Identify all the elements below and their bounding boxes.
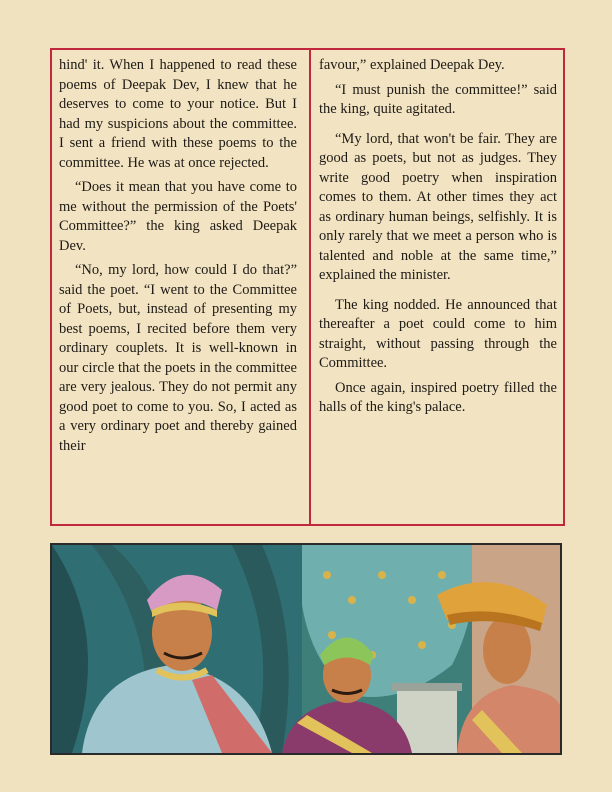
paragraph: “My lord, that won't be fair. They are good as poets, but not as judges. They write good poetry when inspiration comes to them. At other times they act as ordinary human beings, selfishly. It is only rarely that we meet a person who is talented and noble at the same time,” explained the minister.: [319, 130, 557, 283]
paragraph: “I must punish the committee!” said the king, quite agitated.: [319, 81, 557, 117]
paragraph: “Does it mean that you have come to me without the permission of the Poets' Committee?” the king asked Deepak Dev.: [59, 179, 297, 254]
story-text-frame: [50, 48, 565, 526]
story-illustration: [50, 543, 562, 755]
paragraph: “No, my lord, how could I do that?” said the poet. “I went to the Committee of Poets, but, instead of presenting my best poems, I recited before them very ordinary couplets. It is well-known in our circle that the poets in the committee are very jealous. They do not permit any good poet to come to you. So, I acted as a very ordinary poet and thereby gained their: [59, 262, 297, 454]
right-text-column: [319, 56, 557, 423]
paragraph: hind' it. When I happened to read these poems of Deepak Dev, I knew that he deserves to come to your notice. But I had my suspicions about the committee. I sent a friend with these poems to the committee. He was at once rejected.: [59, 57, 297, 171]
paragraph: The king nodded. He announced that thereafter a poet could come to him straight, without passing through the Committee.: [319, 296, 557, 371]
illustration-drawing: [52, 545, 560, 753]
left-text-column: [59, 56, 297, 461]
column-divider: [309, 50, 311, 526]
paragraph: Once again, inspired poetry filled the halls of the king's palace.: [319, 379, 557, 415]
paragraph: favour,” explained Deepak Dey.: [319, 57, 505, 73]
